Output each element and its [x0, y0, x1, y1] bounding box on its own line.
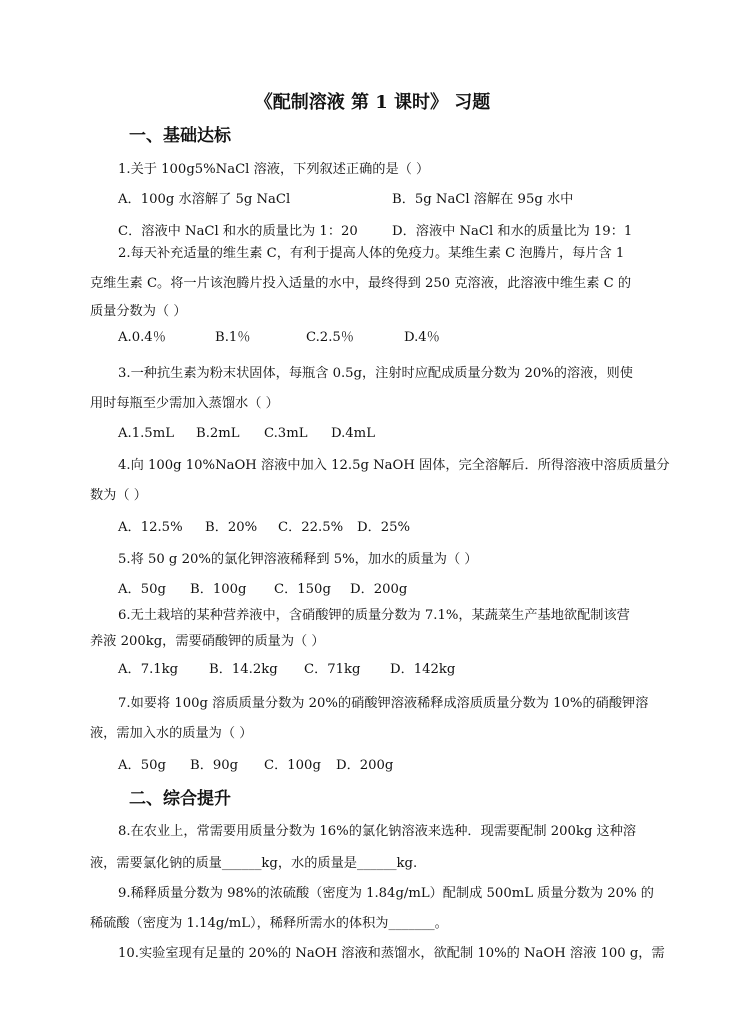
question-2-option-b: B.1％: [215, 330, 251, 345]
question-4-option-b: B．20%: [205, 520, 258, 535]
page-title: 《配制溶液 第 1 课时》 习题: [254, 92, 491, 113]
question-3-option-c: C.3mL: [264, 426, 308, 441]
question-9-line-1: 9.稀释质量分数为 98%的浓硫酸（密度为 1.84g/mL）配制成 500mL 质量分数为 20% 的: [118, 886, 654, 901]
question-7-option-b: B．90g: [190, 758, 239, 773]
question-7-option-c: C．100g: [264, 758, 321, 773]
question-2-option-d: D.4％: [404, 330, 440, 345]
question-5-line-1: 5.将 50 g 20%的氯化钾溶液稀释到 5%，加水的质量为（ ）: [118, 552, 478, 567]
question-5-option-b: B．100g: [190, 582, 247, 597]
question-3-line-2: 用时每瓶至少需加入蒸馏水（ ）: [90, 396, 279, 411]
question-6-option-c: C．71kg: [304, 662, 361, 677]
question-6-line-1: 6.无土栽培的某种营养液中，含硝酸钾的质量分数为 7.1%，某蔬菜生产基地欲配制该营: [118, 608, 630, 623]
question-8-line-2: 液，需要氯化钠的质量______kg，水的质量是______kg.: [90, 856, 418, 871]
question-7-line-2: 液，需加入水的质量为（ ）: [90, 726, 253, 741]
question-1-option-d: D．溶液中 NaCl 和水的质量比为 19：1: [392, 224, 633, 239]
question-3-option-a: A.1.5mL: [118, 426, 174, 441]
question-3-line-1: 3.一种抗生素为粉末状固体，每瓶含 0.5g，注射时应配成质量分数为 20%的溶液，则使: [118, 366, 633, 381]
question-4-option-d: D．25%: [357, 520, 411, 535]
question-3-option-d: D.4mL: [331, 426, 375, 441]
question-2-line-3: 质量分数为（ ）: [90, 304, 187, 319]
question-2-line-2: 克维生素 C。将一片该泡腾片投入适量的水中，最终得到 250 克溶液，此溶液中维生素 C 的: [90, 276, 632, 291]
question-4-option-a: A．12.5%: [118, 520, 183, 535]
question-5-option-c: C．150g: [274, 582, 331, 597]
question-2-option-a: A.0.4％: [118, 330, 166, 345]
question-4-line-1: 4.向 100g 10%NaOH 溶液中加入 12.5g NaOH 固体，完全溶解后．所得溶液中溶质质量分: [118, 458, 670, 473]
question-5-option-a: A．50g: [118, 582, 166, 597]
question-7-line-1: 7.如要将 100g 溶质质量分数为 20%的硝酸钾溶液稀释成溶质质量分数为 10%的硝酸钾溶: [118, 696, 649, 711]
question-7-option-d: D．200g: [336, 758, 394, 773]
question-5-option-d: D．200g: [350, 582, 408, 597]
section-heading-comprehensive: 二、综合提升: [129, 789, 231, 809]
question-6-line-2: 养液 200kg，需要硝酸钾的质量为（ ）: [90, 634, 325, 649]
question-4-option-c: C．22.5%: [278, 520, 344, 535]
section-heading-basic: 一、基础达标: [129, 126, 231, 146]
question-6-option-d: D．142kg: [390, 662, 456, 677]
question-10-line-1: 10.实验室现有足量的 20%的 NaOH 溶液和蒸馏水，欲配制 10%的 NaOH 溶液 100 g，需: [118, 946, 665, 961]
question-8-line-1: 8.在农业上，常需要用质量分数为 16%的氯化钠溶液来选种．现需要配制 200kg 这种溶: [118, 824, 637, 839]
question-9-line-2: 稀硫酸（密度为 1.14g/mL），稀释所需水的体积为_______。: [90, 916, 448, 931]
question-2-option-c: C.2.5％: [306, 330, 354, 345]
question-6-option-b: B．14.2kg: [209, 662, 278, 677]
question-2-line-1: 2.每天补充适量的维生素 C，有利于提高人体的免疫力。某维生素 C 泡腾片，每片含 1: [118, 246, 625, 261]
question-1-option-a: A．100g 水溶解了 5g NaCl: [118, 192, 291, 207]
question-1-option-b: B．5g NaCl 溶解在 95g 水中: [392, 192, 574, 207]
question-3-option-b: B.2mL: [196, 426, 240, 441]
question-7-option-a: A．50g: [118, 758, 166, 773]
question-4-line-2: 数为（ ）: [90, 488, 147, 503]
question-1-stem: 1.关于 100g5%NaCl 溶液，下列叙述正确的是（ ）: [118, 162, 430, 177]
question-6-option-a: A．7.1kg: [118, 662, 179, 677]
question-1-option-c: C．溶液中 NaCl 和水的质量比为 1：20: [118, 224, 358, 239]
